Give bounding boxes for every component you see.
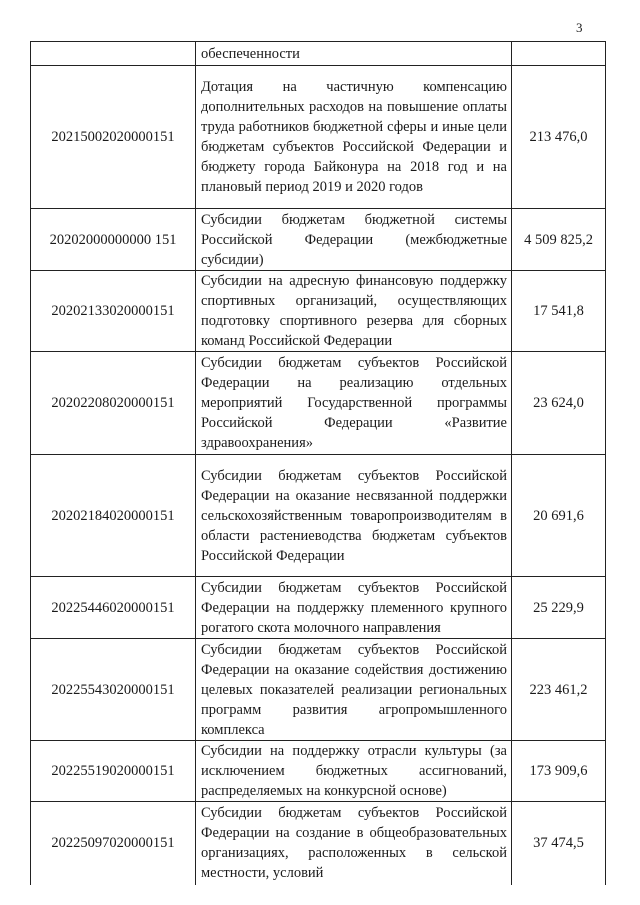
code-cell: 20202133020000151 [31, 271, 196, 352]
table-row [31, 455, 606, 577]
table-row [31, 42, 606, 66]
code-cell: 20225097020000151 [31, 802, 196, 885]
table-row [31, 577, 606, 639]
table-row [31, 352, 606, 455]
code-cell: 20215002020000151 [31, 66, 196, 209]
amount-cell: 213 476,0 [512, 66, 606, 209]
name-cell: Субсидии бюджетам субъектов Российской Федерации на реализацию отдельных мероприятий Государственной программы Российской Федерации «Развитие здравоохранения» [196, 352, 512, 455]
name-cell: Дотация на частичную компенсацию дополнительных расходов на повышение оплаты труда работников бюджетной сферы и иные цели бюджетам субъектов Российской Федерации и бюджету города Байконура на 2018 год и на плановый период 2019 и 2020 годов [196, 66, 512, 209]
table-row [31, 639, 606, 741]
code-cell: 20225446020000151 [31, 577, 196, 639]
name-cell: Субсидии бюджетам субъектов Российской Федерации на оказание содействия достижению целевых показателей реализации региональных программ развития агропромышленного комплекса [196, 639, 512, 741]
name-cell: Субсидии бюджетам субъектов Российской Федерации на поддержку племенного крупного рогатого скота молочного направления [196, 577, 512, 639]
amount-cell [512, 42, 606, 66]
amount-cell: 17 541,8 [512, 271, 606, 352]
amount-cell: 173 909,6 [512, 741, 606, 802]
name-cell: Субсидии бюджетам бюджетной системы Российской Федерации (межбюджетные субсидии) [196, 209, 512, 271]
table-row [31, 741, 606, 802]
code-cell: 20225519020000151 [31, 741, 196, 802]
name-cell: Субсидии на адресную финансовую поддержку спортивных организаций, осуществляющих подготовку спортивного резерва для сборных команд Российской Федерации [196, 271, 512, 352]
amount-cell: 25 229,9 [512, 577, 606, 639]
table-row [31, 802, 606, 885]
code-cell: 20202184020000151 [31, 455, 196, 577]
name-cell: Субсидии бюджетам субъектов Российской Федерации на оказание несвязанной поддержки сельскохозяйственным товаропроизводителям в области растениеводства бюджетам субъектов Российской Федерации [196, 455, 512, 577]
table-row [31, 271, 606, 352]
amount-cell: 23 624,0 [512, 352, 606, 455]
code-cell: 20225543020000151 [31, 639, 196, 741]
amount-cell: 20 691,6 [512, 455, 606, 577]
code-cell [31, 42, 196, 66]
name-cell: Субсидии на поддержку отрасли культуры (за исключением бюджетных ассигнований, распределяемых на конкурсной основе) [196, 741, 512, 802]
name-cell-text: Субсидии бюджетам субъектов Российской Федерации на создание в общеобразовательных организациях, расположенных в сельской местности, условий [201, 805, 507, 882]
budget-revenue-table [30, 41, 606, 885]
code-cell: 20202208020000151 [31, 352, 196, 455]
amount-cell: 223 461,2 [512, 639, 606, 741]
table-row [31, 209, 606, 271]
page-number: 3 [576, 20, 583, 35]
table-row [31, 66, 606, 209]
name-cell: обеспеченности [196, 42, 512, 66]
amount-cell: 37 474,5 [512, 802, 606, 885]
code-cell: 20202000000000 151 [31, 209, 196, 271]
amount-cell: 4 509 825,2 [512, 209, 606, 271]
name-cell [196, 802, 512, 885]
